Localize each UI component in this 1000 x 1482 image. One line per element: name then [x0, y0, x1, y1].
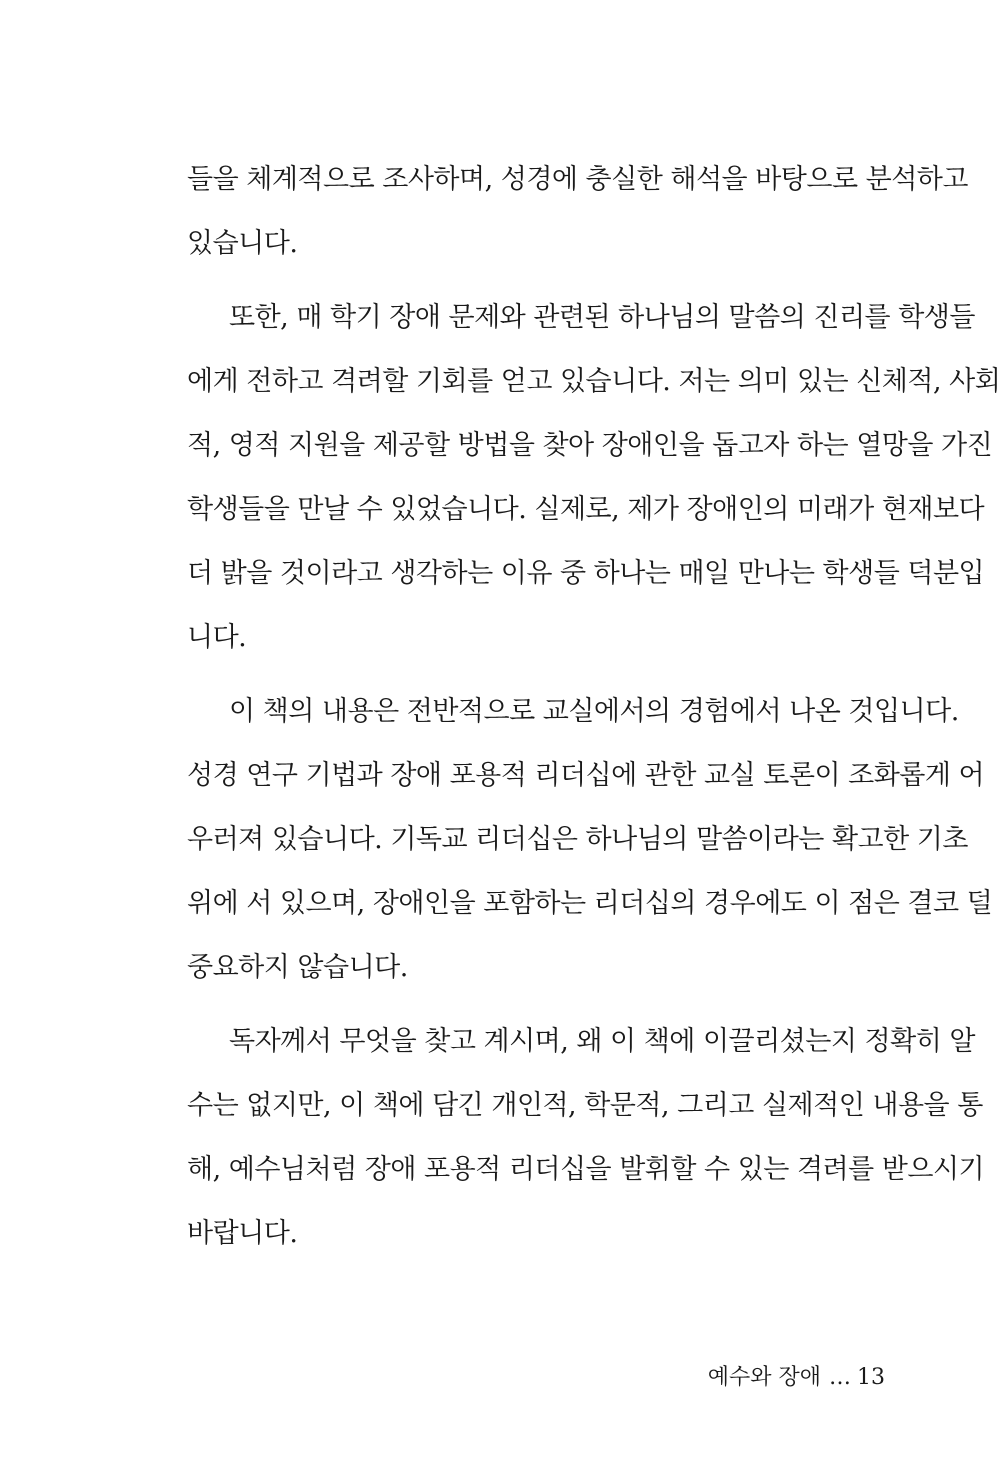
text-line: 또한, 매 학기 장애 문제와 관련된 하나님의 말씀의 진리를 학생들 [229, 302, 975, 333]
text-line: 독자께서 무엇을 찾고 계시며, 왜 이 책에 이끌리셨는지 정확히 알 [229, 1026, 975, 1057]
text-line: 학생들을 만날 수 있었습니다. 실제로, 제가 장애인의 미래가 현재보다 [187, 494, 985, 525]
text-line: 있습니다. [187, 228, 298, 259]
paragraph-1 [187, 148, 968, 276]
text-line: 이 책의 내용은 전반적으로 교실에서의 경험에서 나온 것입니다. [229, 696, 959, 727]
text-line: 더 밝을 것이라고 생각하는 이유 중 하나는 매일 만나는 학생들 덕분입 [187, 558, 985, 589]
text-line: 우러져 있습니다. 기독교 리더십은 하나님의 말씀이라는 확고한 기초 [187, 824, 968, 855]
text-line: 중요하지 않습니다. [187, 952, 408, 983]
paragraph-4 [187, 1010, 985, 1266]
paragraph-2 [187, 286, 1000, 670]
paragraph-3 [187, 680, 993, 1000]
text-line: 해, 예수님처럼 장애 포용적 리더십을 발휘할 수 있는 격려를 받으시기 [187, 1154, 985, 1185]
text-line: 니다. [187, 622, 247, 653]
text-line: 성경 연구 기법과 장애 포용적 리더십에 관한 교실 토론이 조화롭게 어 [187, 760, 985, 791]
text-line: 적, 영적 지원을 제공할 방법을 찾아 장애인을 돕고자 하는 열망을 가진 [187, 430, 993, 461]
body-text [187, 148, 1000, 1266]
text-line: 에게 전하고 격려할 기회를 얻고 있습니다. 저는 의미 있는 신체적, 사회 [187, 366, 1000, 397]
text-line: 위에 서 있으며, 장애인을 포함하는 리더십의 경우에도 이 점은 결코 덜 [187, 888, 993, 919]
page-footer [708, 1363, 885, 1393]
page-number: 13 [857, 1365, 885, 1390]
text-line: 수는 없지만, 이 책에 담긴 개인적, 학문적, 그리고 실제적인 내용을 통 [187, 1090, 983, 1121]
text-line: 바랍니다. [187, 1218, 298, 1249]
text-line: 들을 체계적으로 조사하며, 성경에 충실한 해석을 바탕으로 분석하고 [187, 164, 968, 195]
footer-separator: … [829, 1365, 851, 1390]
running-title: 예수와 장애 [707, 1365, 821, 1390]
